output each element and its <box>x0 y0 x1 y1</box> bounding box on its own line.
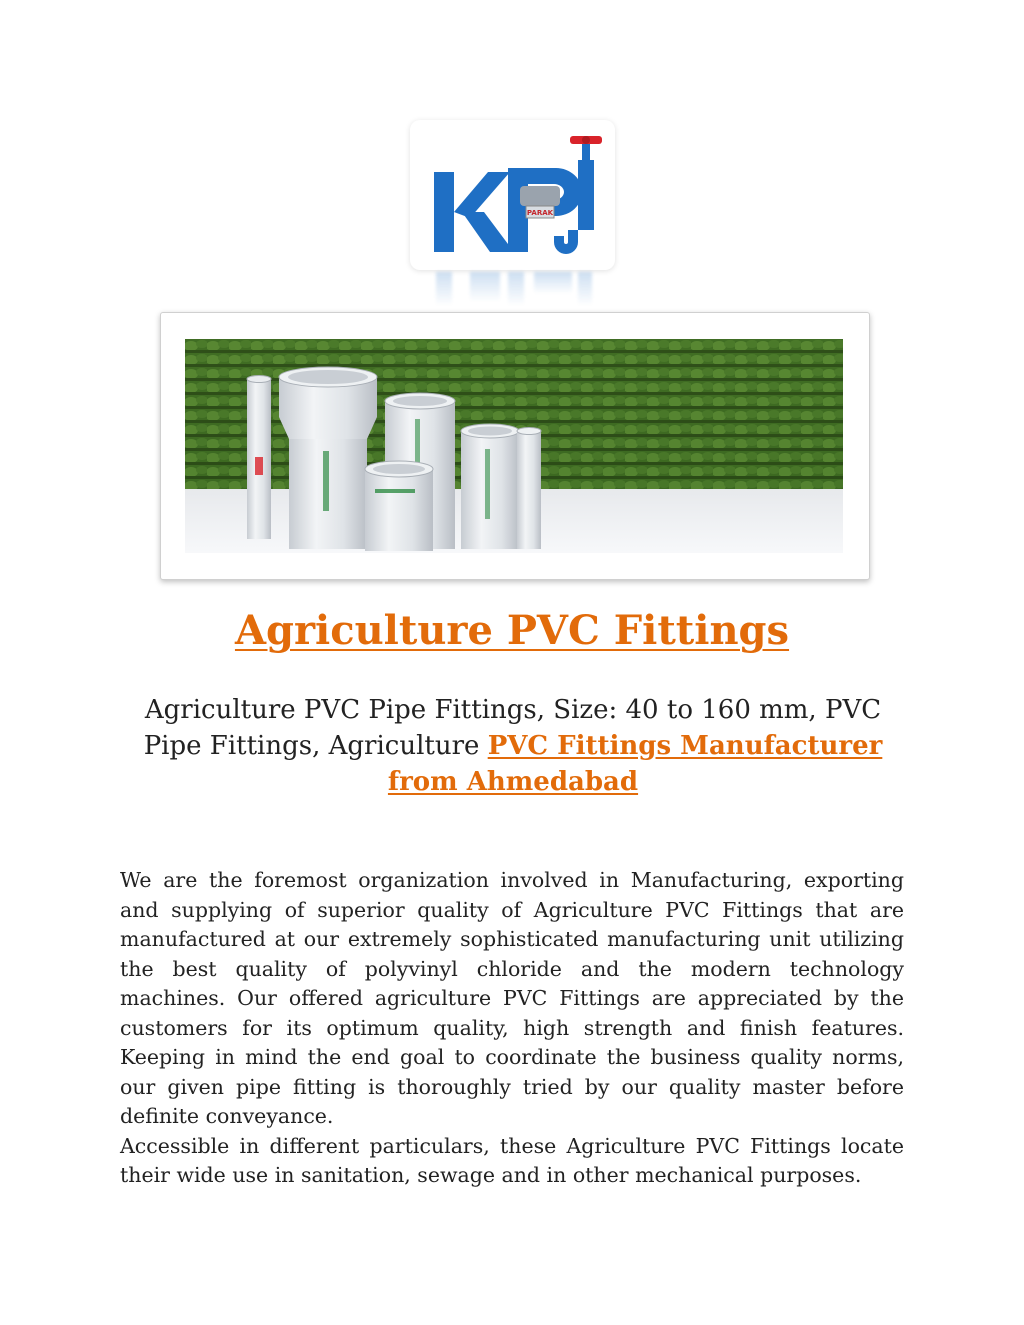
product-banner <box>160 312 870 580</box>
logo-badge-text: PARAK <box>526 209 554 217</box>
body-paragraph-2: Accessible in different particulars, these Agriculture PVC Fittings locate their wide use in sanitation, sewage and in other mechanical purposes. <box>120 1133 904 1187</box>
manufacturer-link[interactable]: PVC Fittings Manufacturer from Ahmedabad <box>387 731 883 797</box>
subtitle-text: Agriculture PVC Pipe Fittings, Size: 40 to 160 mm, PVC Pipe Fittings, Agriculture <box>143 695 882 761</box>
logo-reflection <box>430 272 600 306</box>
pvc-pipes-field-image <box>185 339 843 553</box>
body-paragraph-1: We are the foremost organization involved in Manufacturing, exporting and supplying of superior quality of Agriculture PVC Fittings that are manufactured at our extremely sophisticated manufacturing unit utilizing the best quality of polyvinyl chloride and the modern technology machines. Our offered agriculture PVC Fittings are appreciated by the customers for its optimum quality, high strength and finish features. Keeping in mind the end goal to coordinate the business quality norms, our given pipe fitting is thoroughly tried by our quality master before definite conveyance. <box>120 868 904 1128</box>
company-logo <box>410 120 615 270</box>
kpi-logo-icon <box>410 120 615 270</box>
article-body <box>120 866 904 1191</box>
page-title: Agriculture PVC Fittings <box>234 607 790 654</box>
subtitle <box>118 692 908 800</box>
